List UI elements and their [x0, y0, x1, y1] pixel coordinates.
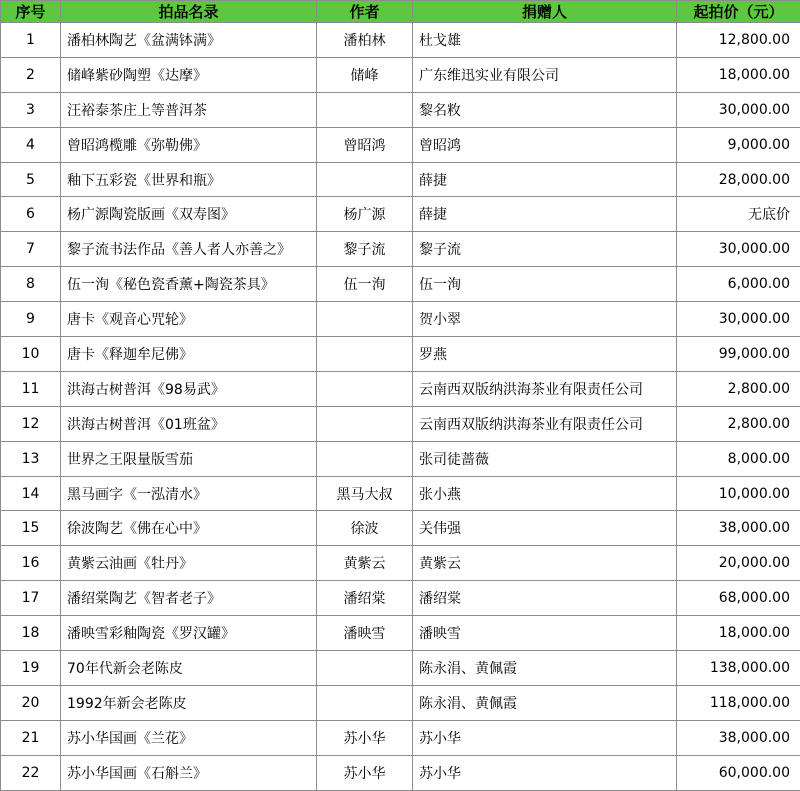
starting-price: 30,000.00 — [677, 232, 800, 267]
row-number: 7 — [1, 232, 61, 267]
author-name — [317, 441, 413, 476]
item-name: 徐波陶艺《佛在心中》 — [61, 511, 317, 546]
starting-price: 8,000.00 — [677, 441, 800, 476]
item-name: 釉下五彩瓷《世界和瓶》 — [61, 162, 317, 197]
item-name: 70年代新会老陈皮 — [61, 651, 317, 686]
table-row — [1, 755, 800, 790]
row-number: 15 — [1, 511, 61, 546]
item-name: 1992年新会老陈皮 — [61, 685, 317, 720]
row-number: 6 — [1, 197, 61, 232]
table-row — [1, 337, 800, 372]
author-name: 苏小华 — [317, 720, 413, 755]
starting-price: 30,000.00 — [677, 302, 800, 337]
row-number: 14 — [1, 476, 61, 511]
table-row — [1, 511, 800, 546]
item-name: 潘映雪彩釉陶瓷《罗汉罐》 — [61, 616, 317, 651]
table-row — [1, 197, 800, 232]
starting-price: 9,000.00 — [677, 127, 800, 162]
table-row — [1, 92, 800, 127]
author-name — [317, 302, 413, 337]
donor-name: 罗燕 — [413, 337, 677, 372]
donor-name: 张小燕 — [413, 476, 677, 511]
row-number: 13 — [1, 441, 61, 476]
header-item: 拍品名录 — [61, 1, 317, 23]
item-name: 唐卡《释迦牟尼佛》 — [61, 337, 317, 372]
author-name: 徐波 — [317, 511, 413, 546]
row-number: 11 — [1, 371, 61, 406]
starting-price: 18,000.00 — [677, 616, 800, 651]
donor-name: 关伟强 — [413, 511, 677, 546]
item-name: 伍一洵《秘色瓷香薰+陶瓷茶具》 — [61, 267, 317, 302]
author-name — [317, 651, 413, 686]
item-name: 潘绍棠陶艺《智者老子》 — [61, 581, 317, 616]
donor-name: 潘映雪 — [413, 616, 677, 651]
header-no: 序号 — [1, 1, 61, 23]
starting-price: 68,000.00 — [677, 581, 800, 616]
donor-name: 陈永涓、黄佩霞 — [413, 685, 677, 720]
row-number: 12 — [1, 406, 61, 441]
donor-name: 苏小华 — [413, 755, 677, 790]
author-name — [317, 162, 413, 197]
starting-price: 30,000.00 — [677, 92, 800, 127]
table-row — [1, 267, 800, 302]
donor-name: 潘绍棠 — [413, 581, 677, 616]
donor-name: 杜戈雄 — [413, 23, 677, 58]
donor-name: 张司徒蔷薇 — [413, 441, 677, 476]
donor-name: 黎子流 — [413, 232, 677, 267]
table-row — [1, 476, 800, 511]
table-row — [1, 581, 800, 616]
table-row — [1, 23, 800, 58]
item-name: 储峰紫砂陶塑《达摩》 — [61, 57, 317, 92]
item-name: 杨广源陶瓷版画《双寿图》 — [61, 197, 317, 232]
item-name: 汪裕泰茶庄上等普洱茶 — [61, 92, 317, 127]
author-name: 潘绍棠 — [317, 581, 413, 616]
starting-price: 18,000.00 — [677, 57, 800, 92]
author-name: 伍一洵 — [317, 267, 413, 302]
starting-price: 38,000.00 — [677, 511, 800, 546]
donor-name: 广东维迅实业有限公司 — [413, 57, 677, 92]
table-row — [1, 616, 800, 651]
donor-name: 黎名敉 — [413, 92, 677, 127]
row-number: 19 — [1, 651, 61, 686]
table-row — [1, 720, 800, 755]
donor-name: 伍一洵 — [413, 267, 677, 302]
item-name: 洪海古树普洱《01班盆》 — [61, 406, 317, 441]
row-number: 9 — [1, 302, 61, 337]
starting-price: 60,000.00 — [677, 755, 800, 790]
starting-price: 118,000.00 — [677, 685, 800, 720]
table-row — [1, 441, 800, 476]
author-name — [317, 92, 413, 127]
author-name: 黎子流 — [317, 232, 413, 267]
starting-price: 12,800.00 — [677, 23, 800, 58]
row-number: 16 — [1, 546, 61, 581]
table-row — [1, 302, 800, 337]
starting-price: 无底价 — [677, 197, 800, 232]
item-name: 苏小华国画《兰花》 — [61, 720, 317, 755]
author-name: 曾昭鸿 — [317, 127, 413, 162]
author-name: 黑马大叔 — [317, 476, 413, 511]
table-row — [1, 651, 800, 686]
author-name: 杨广源 — [317, 197, 413, 232]
item-name: 洪海古树普洱《98易武》 — [61, 371, 317, 406]
table-row — [1, 685, 800, 720]
starting-price: 38,000.00 — [677, 720, 800, 755]
row-number: 20 — [1, 685, 61, 720]
row-number: 22 — [1, 755, 61, 790]
starting-price: 28,000.00 — [677, 162, 800, 197]
donor-name: 苏小华 — [413, 720, 677, 755]
item-name: 黄紫云油画《牡丹》 — [61, 546, 317, 581]
donor-name: 云南西双版纳洪海茶业有限责任公司 — [413, 406, 677, 441]
row-number: 17 — [1, 581, 61, 616]
donor-name: 贺小翠 — [413, 302, 677, 337]
header-row — [1, 1, 800, 23]
row-number: 4 — [1, 127, 61, 162]
starting-price: 6,000.00 — [677, 267, 800, 302]
donor-name: 云南西双版纳洪海茶业有限责任公司 — [413, 371, 677, 406]
author-name: 潘映雪 — [317, 616, 413, 651]
table-row — [1, 546, 800, 581]
author-name — [317, 371, 413, 406]
item-name: 曾昭鸿榄雕《弥勒佛》 — [61, 127, 317, 162]
table-row — [1, 406, 800, 441]
row-number: 5 — [1, 162, 61, 197]
donor-name: 薛捷 — [413, 162, 677, 197]
item-name: 世界之王限量版雪茄 — [61, 441, 317, 476]
item-name: 黑马画字《一泓清水》 — [61, 476, 317, 511]
item-name: 潘柏林陶艺《盆满钵满》 — [61, 23, 317, 58]
author-name: 黄紫云 — [317, 546, 413, 581]
donor-name: 黄紫云 — [413, 546, 677, 581]
table-row — [1, 162, 800, 197]
starting-price: 2,800.00 — [677, 371, 800, 406]
header-price: 起拍价（元） — [677, 1, 800, 23]
author-name — [317, 685, 413, 720]
row-number: 10 — [1, 337, 61, 372]
starting-price: 2,800.00 — [677, 406, 800, 441]
table-row — [1, 232, 800, 267]
author-name: 潘柏林 — [317, 23, 413, 58]
table-row — [1, 371, 800, 406]
item-name: 苏小华国画《石斛兰》 — [61, 755, 317, 790]
donor-name: 曾昭鸿 — [413, 127, 677, 162]
author-name: 苏小华 — [317, 755, 413, 790]
header-donor: 捐赠人 — [413, 1, 677, 23]
table-row — [1, 127, 800, 162]
starting-price: 99,000.00 — [677, 337, 800, 372]
author-name: 储峰 — [317, 57, 413, 92]
row-number: 3 — [1, 92, 61, 127]
row-number: 8 — [1, 267, 61, 302]
starting-price: 10,000.00 — [677, 476, 800, 511]
author-name — [317, 406, 413, 441]
donor-name: 陈永涓、黄佩霞 — [413, 651, 677, 686]
row-number: 1 — [1, 23, 61, 58]
author-name — [317, 337, 413, 372]
item-name: 唐卡《观音心咒轮》 — [61, 302, 317, 337]
row-number: 21 — [1, 720, 61, 755]
row-number: 2 — [1, 57, 61, 92]
donor-name: 薛捷 — [413, 197, 677, 232]
item-name: 黎子流书法作品《善人者人亦善之》 — [61, 232, 317, 267]
header-author: 作者 — [317, 1, 413, 23]
starting-price: 20,000.00 — [677, 546, 800, 581]
row-number: 18 — [1, 616, 61, 651]
table-row — [1, 57, 800, 92]
starting-price: 138,000.00 — [677, 651, 800, 686]
